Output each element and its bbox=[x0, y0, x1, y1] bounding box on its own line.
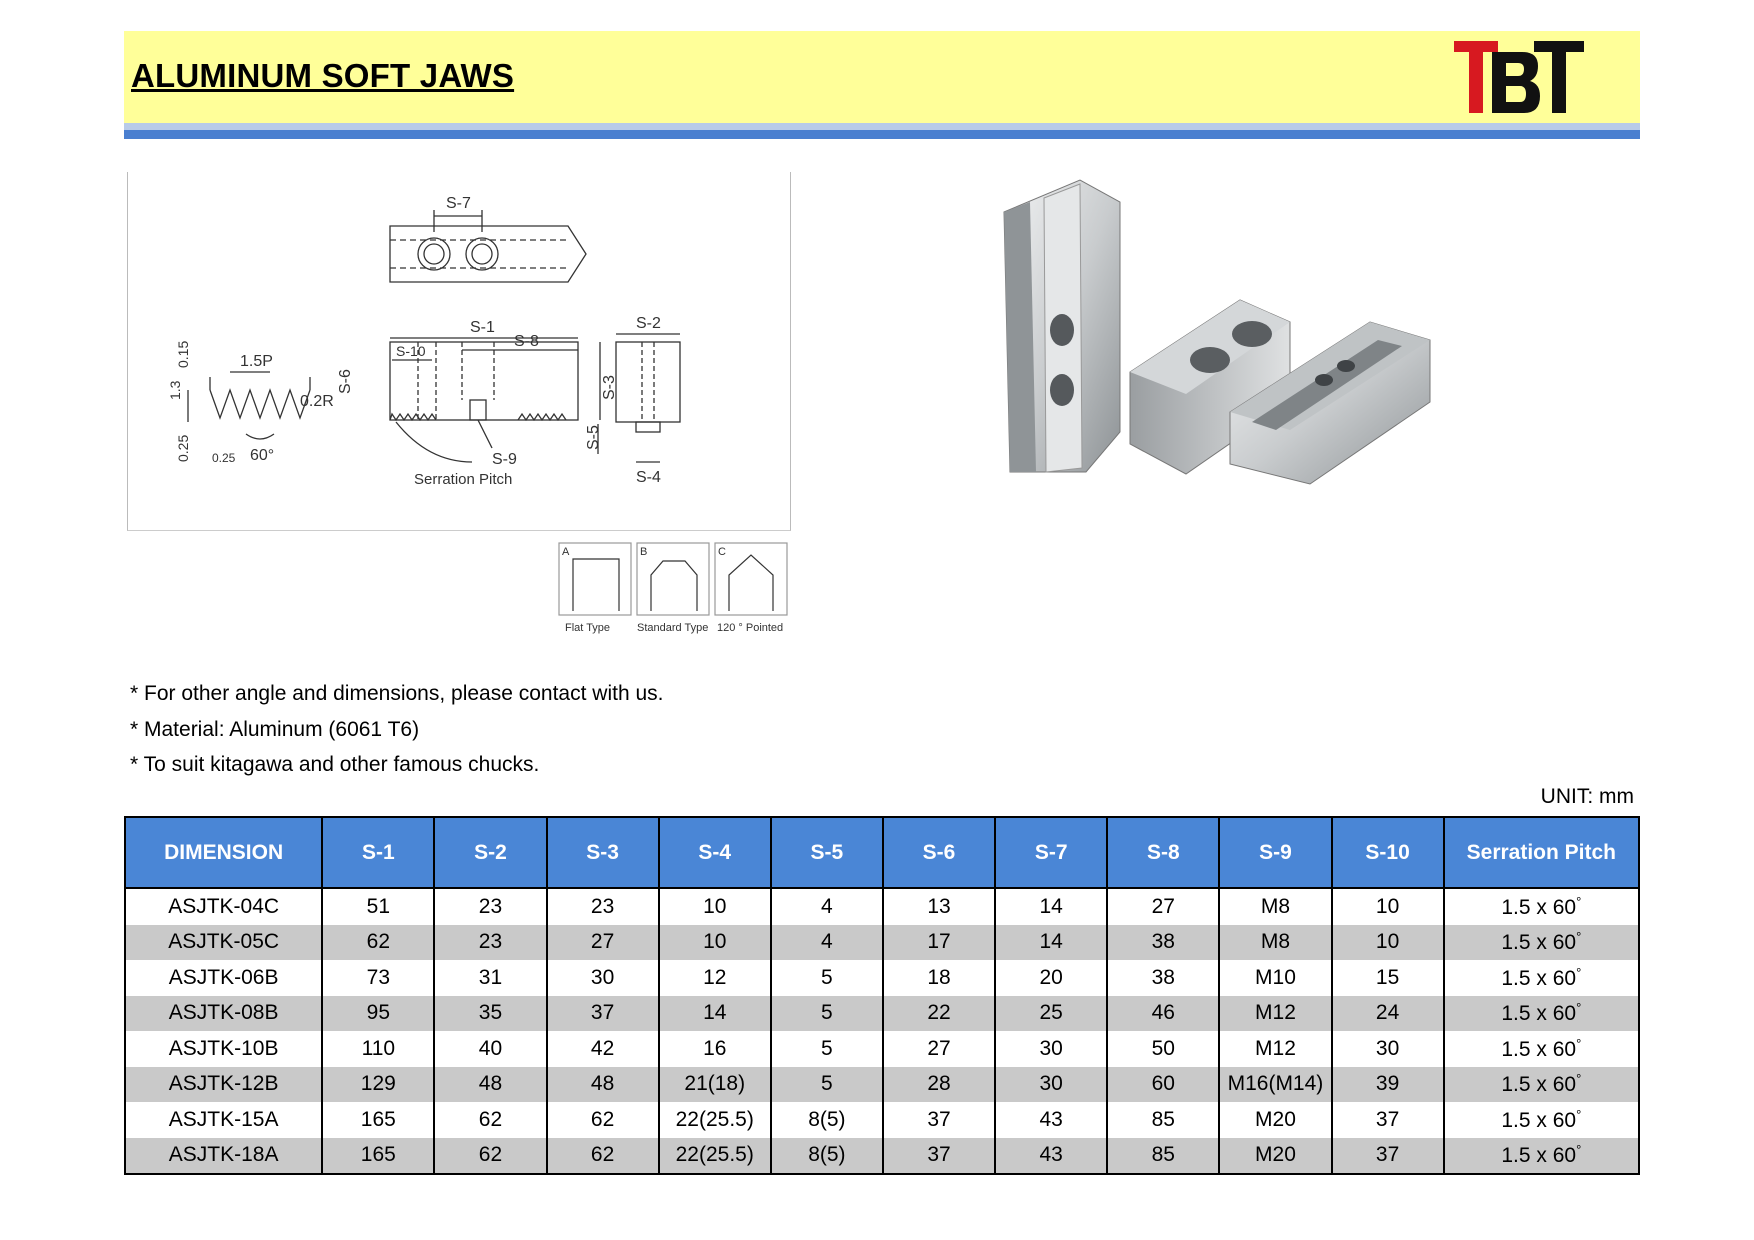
product-photo bbox=[990, 172, 1460, 532]
cell-value: 42 bbox=[590, 1036, 615, 1060]
table-cell bbox=[771, 925, 883, 961]
note-contact: * For other angle and dimensions, please contact with us. bbox=[130, 682, 664, 705]
cell-value: 30 bbox=[1039, 1072, 1063, 1096]
table-cell bbox=[1332, 888, 1444, 925]
degree-symbol: ° bbox=[1576, 893, 1582, 909]
note-compatibility: * To suit kitagawa and other famous chucks. bbox=[130, 753, 540, 776]
cell-value: ASJTK-04C bbox=[168, 894, 280, 918]
cell-value: 62 bbox=[478, 1107, 503, 1131]
col-header: S-1 bbox=[322, 817, 434, 888]
table-cell bbox=[883, 1138, 995, 1175]
cell-value: 24 bbox=[1375, 1001, 1400, 1025]
dimension-table bbox=[124, 816, 1640, 1175]
table-cell bbox=[1219, 1067, 1331, 1103]
table-cell bbox=[1332, 960, 1444, 996]
header-rule bbox=[124, 130, 1640, 139]
model-cell bbox=[125, 1102, 322, 1138]
degree-symbol: ° bbox=[1576, 929, 1582, 945]
cell-value: 8(5) bbox=[808, 1143, 846, 1167]
cell-value: M20 bbox=[1255, 1143, 1296, 1167]
table-cell bbox=[1444, 1138, 1639, 1175]
table-cell bbox=[771, 1102, 883, 1138]
table-cell bbox=[434, 925, 546, 961]
model-cell bbox=[125, 925, 322, 961]
table-cell bbox=[1332, 1138, 1444, 1175]
cell-value: 25 bbox=[1039, 1001, 1063, 1025]
cell-value: 1.5 x 60 bbox=[1501, 931, 1577, 955]
cell-value: 20 bbox=[1039, 965, 1063, 989]
cell-value: 8(5) bbox=[808, 1107, 846, 1131]
cell-value: 37 bbox=[1375, 1143, 1400, 1167]
col-header: S-7 bbox=[995, 817, 1107, 888]
table-row bbox=[125, 996, 1639, 1032]
cell-value: 62 bbox=[478, 1143, 503, 1167]
cell-value: 23 bbox=[478, 894, 503, 918]
model-cell bbox=[125, 1138, 322, 1175]
serration-pitch-label: Serration Pitch bbox=[414, 471, 513, 488]
table-cell bbox=[1332, 1067, 1444, 1103]
table-cell bbox=[322, 888, 434, 925]
degree-symbol: ° bbox=[1576, 1142, 1582, 1158]
table-cell bbox=[1444, 888, 1639, 925]
col-header: S-9 bbox=[1219, 817, 1331, 888]
page-title: ALUMINUM SOFT JAWS bbox=[131, 57, 515, 94]
cell-value: 5 bbox=[821, 1036, 833, 1060]
table-cell bbox=[322, 1067, 434, 1103]
table-cell bbox=[771, 888, 883, 925]
table-cell bbox=[771, 1138, 883, 1175]
cell-value: 10 bbox=[1375, 930, 1400, 954]
cell-value: 43 bbox=[1039, 1107, 1063, 1131]
cell-value: 39 bbox=[1375, 1072, 1400, 1096]
cell-value: 1.5 x 60 bbox=[1501, 966, 1577, 990]
cell-value: 27 bbox=[927, 1036, 951, 1060]
table-cell bbox=[659, 996, 771, 1032]
cell-value: 1.5 x 60 bbox=[1501, 1108, 1577, 1132]
table-cell bbox=[659, 1031, 771, 1067]
cell-value: 21(18) bbox=[684, 1072, 746, 1096]
table-cell bbox=[659, 888, 771, 925]
table-cell bbox=[1444, 1031, 1639, 1067]
table-cell bbox=[434, 996, 546, 1032]
table-cell bbox=[995, 1138, 1107, 1175]
table-cell bbox=[322, 1102, 434, 1138]
model-cell bbox=[125, 1031, 322, 1067]
note-material: * Material: Aluminum (6061 T6) bbox=[130, 717, 420, 741]
table-cell bbox=[547, 888, 659, 925]
cell-value: M20 bbox=[1255, 1107, 1296, 1131]
table-cell bbox=[1107, 960, 1219, 996]
cell-value: M8 bbox=[1260, 930, 1291, 954]
table-cell bbox=[322, 996, 434, 1032]
caption-flat-type: Flat Type bbox=[565, 622, 611, 634]
cell-value: 48 bbox=[478, 1072, 503, 1096]
svg-text:0.15: 0.15 bbox=[175, 340, 191, 368]
cell-value: ASJTK-12B bbox=[168, 1072, 279, 1096]
cell-value: 85 bbox=[1151, 1107, 1175, 1131]
col-header: S-2 bbox=[434, 817, 546, 888]
table-cell bbox=[1219, 996, 1331, 1032]
table-cell bbox=[771, 1031, 883, 1067]
col-header: S-4 bbox=[659, 817, 771, 888]
table-cell bbox=[995, 1102, 1107, 1138]
cell-value: M10 bbox=[1255, 965, 1296, 989]
cell-value: 23 bbox=[478, 930, 503, 954]
cell-value: M12 bbox=[1255, 1001, 1296, 1025]
svg-text:1.5P: 1.5P bbox=[240, 353, 273, 370]
table-cell bbox=[883, 960, 995, 996]
cell-value: ASJTK-05C bbox=[168, 930, 280, 954]
table-cell bbox=[434, 888, 546, 925]
svg-text:S-6: S-6 bbox=[337, 369, 354, 394]
table-cell bbox=[1107, 925, 1219, 961]
cell-value: 73 bbox=[366, 965, 390, 989]
cell-value: 22(25.5) bbox=[675, 1107, 754, 1131]
table-cell bbox=[547, 960, 659, 996]
cell-value: 30 bbox=[590, 965, 615, 989]
col-header: Serration Pitch bbox=[1444, 817, 1639, 888]
cell-value: 5 bbox=[821, 1072, 833, 1096]
cell-value: 27 bbox=[1151, 894, 1175, 918]
cell-value: 1.5 x 60 bbox=[1501, 1073, 1577, 1097]
cell-value: 10 bbox=[1375, 894, 1400, 918]
model-cell bbox=[125, 960, 322, 996]
cell-value: 37 bbox=[590, 1001, 615, 1025]
table-cell bbox=[995, 1031, 1107, 1067]
cell-value: 4 bbox=[821, 894, 833, 918]
cell-value: 38 bbox=[1151, 930, 1175, 954]
cell-value: 13 bbox=[927, 894, 951, 918]
svg-text:S-10: S-10 bbox=[396, 343, 426, 359]
svg-text:S-9: S-9 bbox=[492, 451, 517, 468]
table-cell bbox=[771, 996, 883, 1032]
table-cell bbox=[1107, 996, 1219, 1032]
cell-value: 23 bbox=[590, 894, 615, 918]
table-cell bbox=[995, 960, 1107, 996]
cell-value: ASJTK-10B bbox=[168, 1036, 279, 1060]
cell-value: ASJTK-15A bbox=[168, 1107, 279, 1131]
svg-text:S-8: S-8 bbox=[514, 333, 539, 350]
table-row bbox=[125, 888, 1639, 925]
table-cell bbox=[1107, 1102, 1219, 1138]
cell-value: 22(25.5) bbox=[675, 1143, 754, 1167]
cell-value: 1.5 x 60 bbox=[1501, 1002, 1577, 1026]
cell-value: 16 bbox=[703, 1036, 727, 1060]
table-cell bbox=[1219, 1138, 1331, 1175]
top-view bbox=[390, 195, 586, 282]
cell-value: 15 bbox=[1375, 965, 1400, 989]
model-cell bbox=[125, 888, 322, 925]
col-header: S-6 bbox=[883, 817, 995, 888]
cell-value: 43 bbox=[1039, 1143, 1063, 1167]
table-cell bbox=[659, 925, 771, 961]
table-cell bbox=[883, 925, 995, 961]
cell-value: 10 bbox=[703, 894, 727, 918]
table-cell bbox=[322, 960, 434, 996]
svg-text:60°: 60° bbox=[250, 447, 275, 464]
table-cell bbox=[771, 1067, 883, 1103]
cell-value: 62 bbox=[590, 1107, 615, 1131]
svg-text:S-1: S-1 bbox=[470, 319, 495, 336]
svg-text:0.25: 0.25 bbox=[175, 434, 191, 462]
cell-value: 129 bbox=[360, 1072, 396, 1096]
cell-value: 5 bbox=[821, 965, 833, 989]
table-cell bbox=[1219, 925, 1331, 961]
svg-text:S-3: S-3 bbox=[601, 375, 618, 400]
cell-value: ASJTK-06B bbox=[168, 965, 279, 989]
cell-value: 22 bbox=[927, 1001, 951, 1025]
table-row bbox=[125, 1031, 1639, 1067]
table-cell bbox=[434, 1102, 546, 1138]
tbt-logo bbox=[1454, 39, 1584, 114]
degree-symbol: ° bbox=[1576, 1071, 1582, 1087]
col-header: S-10 bbox=[1332, 817, 1444, 888]
header-rule-light bbox=[124, 123, 1640, 130]
table-cell bbox=[1107, 1067, 1219, 1103]
table-cell bbox=[995, 996, 1107, 1032]
degree-symbol: ° bbox=[1576, 1000, 1582, 1016]
cell-value: 51 bbox=[366, 894, 390, 918]
cell-value: 46 bbox=[1151, 1001, 1175, 1025]
table-cell bbox=[547, 1102, 659, 1138]
cell-value: ASJTK-18A bbox=[168, 1143, 279, 1167]
table-cell bbox=[883, 1031, 995, 1067]
table-cell bbox=[434, 1031, 546, 1067]
table-cell bbox=[322, 1138, 434, 1175]
table-cell bbox=[995, 888, 1107, 925]
cell-value: 14 bbox=[703, 1001, 727, 1025]
cell-value: ASJTK-08B bbox=[168, 1001, 279, 1025]
cell-value: 1.5 x 60 bbox=[1501, 895, 1577, 919]
cell-value: 62 bbox=[590, 1143, 615, 1167]
cell-value: 95 bbox=[366, 1001, 390, 1025]
svg-text:S-2: S-2 bbox=[636, 315, 661, 332]
svg-text:S-5: S-5 bbox=[585, 425, 602, 450]
table-cell bbox=[1444, 925, 1639, 961]
cell-value: 85 bbox=[1151, 1143, 1175, 1167]
cell-value: 17 bbox=[927, 930, 951, 954]
table-row bbox=[125, 960, 1639, 996]
table-cell bbox=[1444, 1102, 1639, 1138]
cell-value: 1.5 x 60 bbox=[1501, 1144, 1577, 1168]
caption-pointed-type: 120 ° Pointed bbox=[717, 622, 784, 634]
svg-text:C: C bbox=[718, 546, 726, 558]
col-header: S-8 bbox=[1107, 817, 1219, 888]
table-cell bbox=[434, 960, 546, 996]
degree-symbol: ° bbox=[1576, 1106, 1582, 1122]
table-cell bbox=[322, 1031, 434, 1067]
cell-value: 4 bbox=[821, 930, 833, 954]
caption-standard-type: Standard Type bbox=[637, 622, 709, 634]
cell-value: 14 bbox=[1039, 930, 1063, 954]
table-cell bbox=[322, 925, 434, 961]
cell-value: 10 bbox=[703, 930, 727, 954]
table-cell bbox=[995, 1067, 1107, 1103]
cell-value: 48 bbox=[590, 1072, 615, 1096]
degree-symbol: ° bbox=[1576, 964, 1582, 980]
cell-value: 27 bbox=[590, 930, 615, 954]
table-cell bbox=[1219, 960, 1331, 996]
cell-value: 165 bbox=[360, 1107, 396, 1131]
table-row bbox=[125, 1102, 1639, 1138]
unit-label: UNIT: mm bbox=[1540, 785, 1634, 808]
svg-text:S-4: S-4 bbox=[636, 469, 661, 486]
cell-value: 14 bbox=[1039, 894, 1063, 918]
col-header: S-5 bbox=[771, 817, 883, 888]
svg-text:A: A bbox=[562, 546, 570, 558]
table-cell bbox=[1332, 1102, 1444, 1138]
table-cell bbox=[1219, 1102, 1331, 1138]
cell-value: 30 bbox=[1375, 1036, 1400, 1060]
table-cell bbox=[659, 1138, 771, 1175]
table-cell bbox=[1219, 888, 1331, 925]
cell-value: M8 bbox=[1260, 894, 1291, 918]
cell-value: 37 bbox=[927, 1107, 951, 1131]
table-cell bbox=[434, 1067, 546, 1103]
cell-value: 38 bbox=[1151, 965, 1175, 989]
cell-value: 18 bbox=[927, 965, 951, 989]
cell-value: 1.5 x 60 bbox=[1501, 1037, 1577, 1061]
cell-value: 28 bbox=[927, 1072, 951, 1096]
cell-value: 35 bbox=[478, 1001, 503, 1025]
cell-value: 60 bbox=[1151, 1072, 1175, 1096]
table-cell bbox=[1444, 1067, 1639, 1103]
svg-text:1.3: 1.3 bbox=[167, 380, 183, 400]
model-cell bbox=[125, 1067, 322, 1103]
jaw-type-diagram bbox=[557, 541, 789, 636]
table-cell bbox=[1107, 1031, 1219, 1067]
notes bbox=[130, 676, 663, 783]
table-row bbox=[125, 1067, 1639, 1103]
table-cell bbox=[1332, 925, 1444, 961]
cell-value: 40 bbox=[478, 1036, 503, 1060]
cell-value: 50 bbox=[1151, 1036, 1175, 1060]
cell-value: 165 bbox=[360, 1143, 396, 1167]
cell-value: 31 bbox=[478, 965, 503, 989]
cell-value: 30 bbox=[1039, 1036, 1063, 1060]
table-cell bbox=[547, 1067, 659, 1103]
table-cell bbox=[1107, 1138, 1219, 1175]
cell-value: 110 bbox=[361, 1036, 396, 1060]
table-cell bbox=[883, 888, 995, 925]
table-cell bbox=[1444, 960, 1639, 996]
table-cell bbox=[883, 996, 995, 1032]
serration-detail bbox=[167, 341, 334, 465]
cell-value: 37 bbox=[927, 1143, 951, 1167]
model-cell bbox=[125, 996, 322, 1032]
table-cell bbox=[659, 1102, 771, 1138]
table-cell bbox=[1444, 996, 1639, 1032]
col-header: S-3 bbox=[547, 817, 659, 888]
table-cell bbox=[547, 1031, 659, 1067]
table-cell bbox=[659, 1067, 771, 1103]
table-cell bbox=[1332, 1031, 1444, 1067]
table-cell bbox=[1219, 1031, 1331, 1067]
cell-value: 5 bbox=[821, 1001, 833, 1025]
col-header: DIMENSION bbox=[125, 817, 322, 888]
table-cell bbox=[771, 960, 883, 996]
table-cell bbox=[1107, 888, 1219, 925]
degree-symbol: ° bbox=[1576, 1035, 1582, 1051]
table-cell bbox=[547, 1138, 659, 1175]
table-cell bbox=[883, 1067, 995, 1103]
table-row bbox=[125, 925, 1639, 961]
cell-value: 37 bbox=[1375, 1107, 1400, 1131]
svg-text:0.2R: 0.2R bbox=[300, 393, 334, 410]
svg-text:0.25: 0.25 bbox=[212, 451, 236, 465]
cell-value: M16(M14) bbox=[1227, 1072, 1324, 1096]
side-view bbox=[337, 319, 618, 488]
cell-value: M12 bbox=[1255, 1036, 1296, 1060]
table-cell bbox=[547, 996, 659, 1032]
table-cell bbox=[659, 960, 771, 996]
table-cell bbox=[1332, 996, 1444, 1032]
table-cell bbox=[883, 1102, 995, 1138]
page-header bbox=[124, 31, 1640, 123]
table-cell bbox=[995, 925, 1107, 961]
table-cell bbox=[434, 1138, 546, 1175]
end-view bbox=[585, 315, 680, 486]
label-s7: S-7 bbox=[446, 195, 471, 212]
technical-drawing bbox=[127, 172, 791, 531]
cell-value: 62 bbox=[366, 930, 390, 954]
table-row bbox=[125, 1138, 1639, 1175]
table-cell bbox=[547, 925, 659, 961]
svg-text:B: B bbox=[640, 546, 648, 558]
cell-value: 12 bbox=[703, 965, 727, 989]
table-header-row bbox=[125, 817, 1639, 888]
